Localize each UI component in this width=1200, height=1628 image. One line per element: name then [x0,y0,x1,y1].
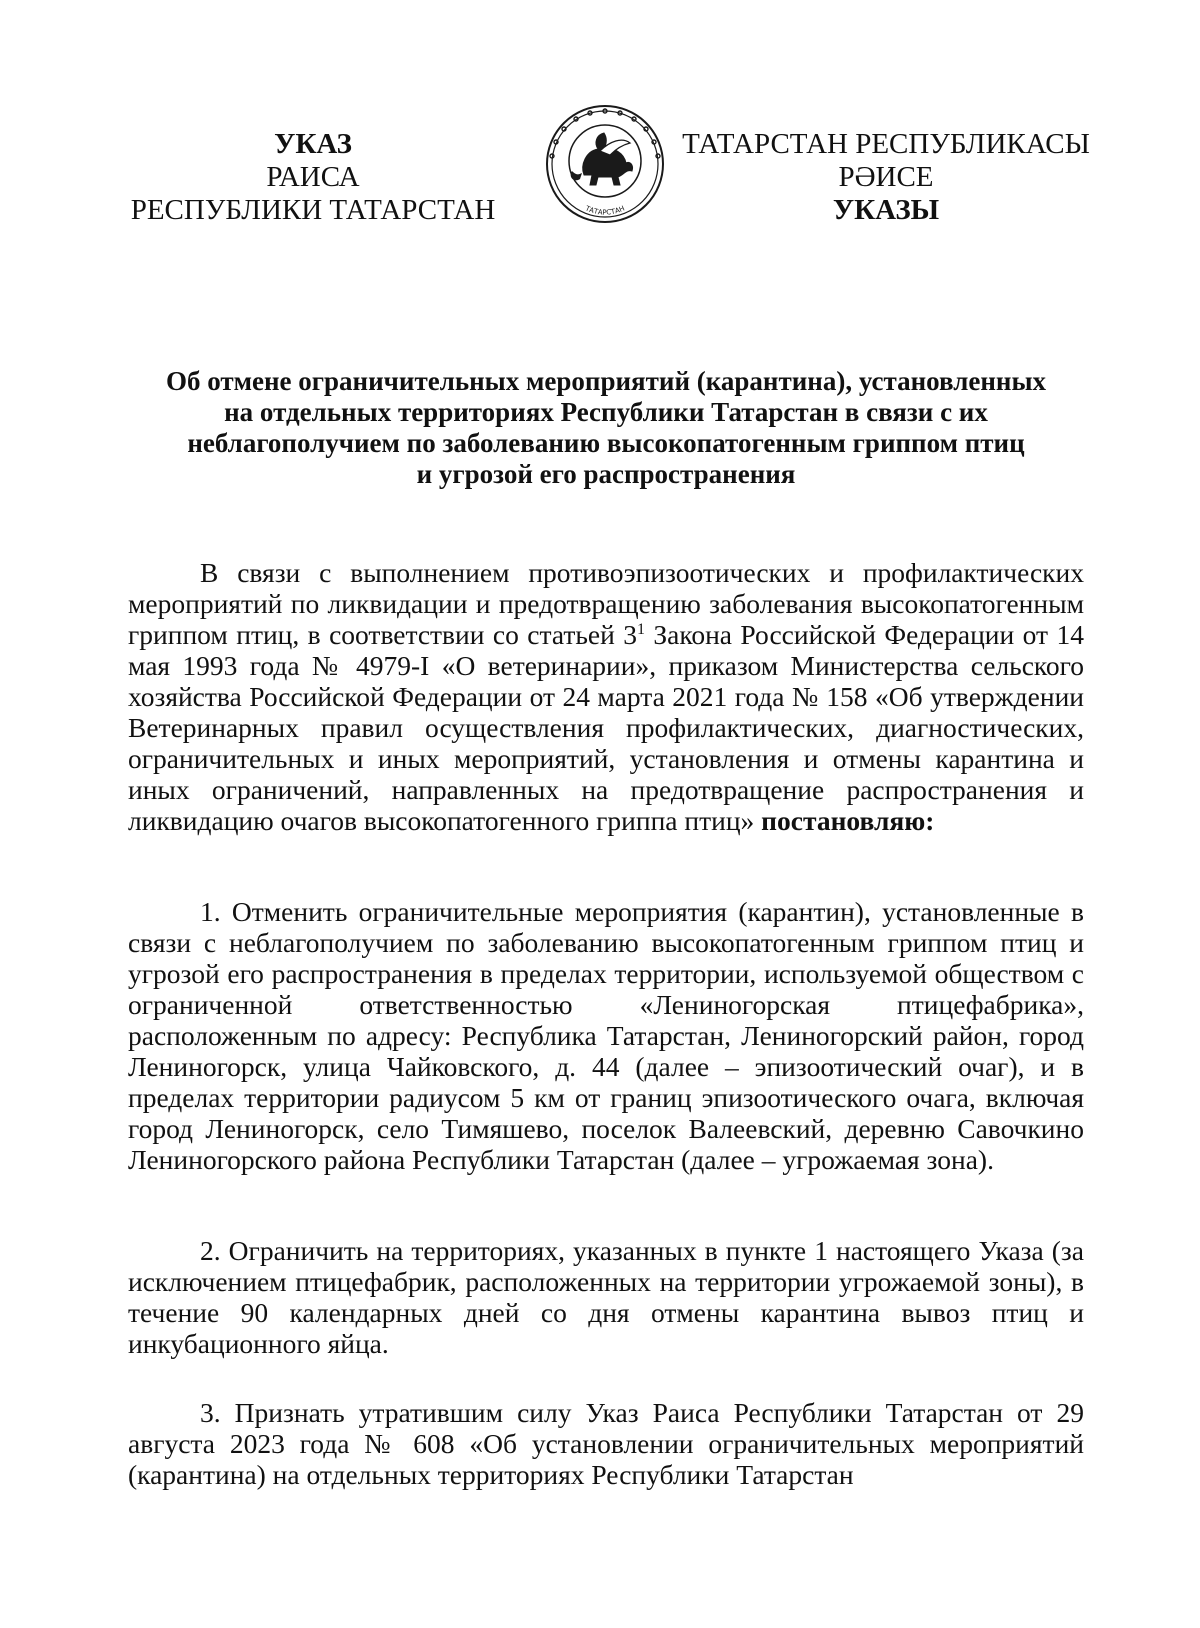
header-left-line-3: РЕСПУБЛИКИ ТАТАРСТАН [130,194,496,226]
document-title [128,366,1084,490]
emblem-caption: ТАТАРСТАН [584,204,626,217]
coat-of-arms-icon [544,103,666,225]
header-left-block [128,128,498,227]
preamble-text-2: Закона Российской Федерации от 14 мая 1993 года № 4979-I «О ветеринарии», приказом Министерства сельского хозяйства Российской Федерации от 24 марта 2021 года № 158 «Об утверждении Ветеринарных правил осуществления профилактических, диагностических, ограничительных и иных мероприятий, установления и отмены карантина и иных ограничений, направленных на предотвращение распространения и ликвидацию очагов высокопатогенного гриппа птиц» [128,619,1084,836]
preamble-text-1: В связи с выполнением противоэпизоотических и профилактических мероприятий по ликвидации и предотвращению заболевания высокопатогенным гриппом птиц, в соответствии со статьей 3 [128,557,1084,650]
header-left-line-1: УКАЗ [274,128,352,160]
decree-colon: : [925,805,935,836]
preamble-paragraph [128,557,1084,836]
header-right-line-2: РӘИСЕ [838,161,934,193]
header-right-line-3: УКАЗЫ [832,194,940,226]
preamble-superscript: 1 [636,620,645,638]
title-line-1: Об отмене ограничительных мероприятий (карантина), установленных [165,366,1047,396]
title-line-2: на отдельных территориях Республики Татарстан в связи с их [224,397,988,427]
title-line-3: неблагополучием по заболеванию высокопатогенным гриппом птиц [187,428,1025,458]
paragraph-2: 2. Ограничить на территориях, указанных в пункте 1 настоящего Указа (за исключением птицефабрик, расположенных на территории угрожаемой зоны), в течение 90 календарных дней со дня отмены карантина вывоз птиц и инкубационного яйца. [128,1235,1084,1359]
title-line-4: и угрозой его распространения [416,459,796,489]
header-right-block [676,128,1096,227]
header-right-line-1: ТАТАРСТАН РЕСПУБЛИКАСЫ [682,128,1090,160]
paragraph-1: 1. Отменить ограничительные мероприятия (карантин), установленные в связи с неблагополучием по заболеванию высокопатогенным гриппом птиц и угрозой его распространения в пределах территории, используемой обществом с ограниченной ответственностью «Лениногорская птицефабрика», расположенным по адресу: Республика Татарстан, Лениногорский район, город Лениногорск, улица Чайковского, д. 44 (далее – эпизоотический очаг), и в пределах территории радиусом 5 км от границ эпизоотического очага, включая город Лениногорск, село Тимяшево, поселок Валеевский, деревню Савочкино Лениногорского района Республики Татарстан (далее – угрожаемая зона). [128,896,1084,1175]
paragraph-3: 3. Признать утратившим силу Указ Раиса Республики Татарстан от 29 августа 2023 года № 608 «Об установлении ограничительных мероприятий (карантина) на отдельных территориях Республики Татарстан [128,1397,1084,1490]
decree-word: постановляю [761,805,926,836]
header-left-line-2: РАИСА [266,161,360,193]
